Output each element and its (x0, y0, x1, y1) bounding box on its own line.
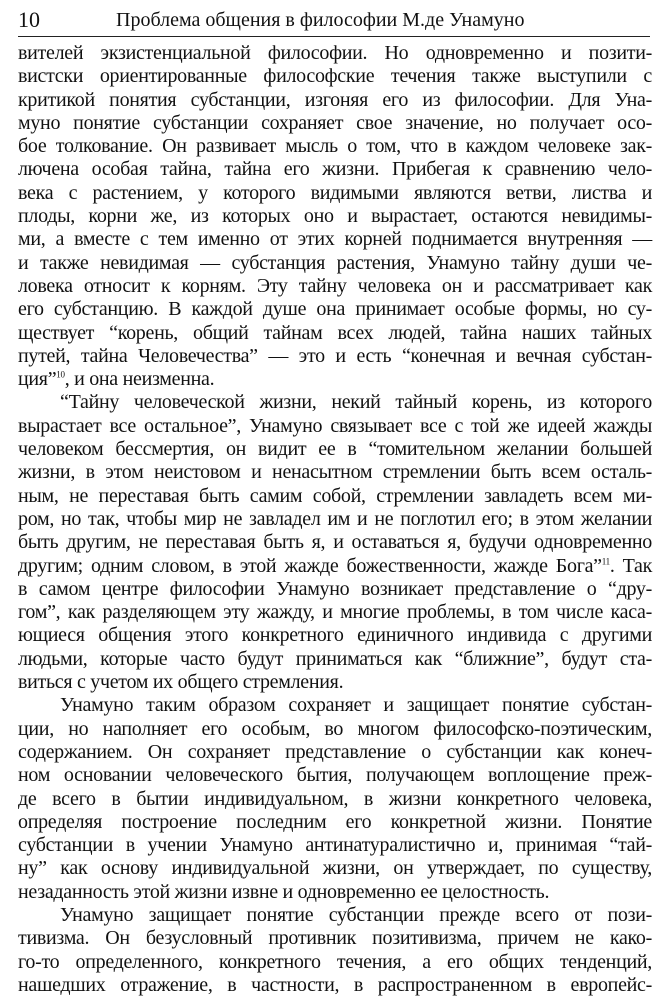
footnote-ref-10: 10 (56, 369, 65, 380)
text-line: го-то определенного, конкретного течения, а его общих тенденций, (18, 950, 652, 973)
text-line: ным, не переставая быть самим собой, стремлении завладеть всем ми- (18, 484, 652, 507)
text-line: определяя построение последним его конкретной жизни. Понятие (18, 810, 652, 833)
text-line: незаданность этой жизни извне и одновременно ее целостность. (18, 880, 550, 903)
text-line: критикой понятия субстанции, изгоняя его из философии. Для Уна- (18, 88, 652, 111)
text-line: людьми, которые часто будут приниматься как “ближние”, будут ста- (18, 647, 652, 670)
text-line: человеком бессмертия, он видит ее в “томительном желании большей (18, 438, 652, 461)
text-line: ществует “корень, общий тайнам всех людей, тайна наших тайных (18, 321, 652, 344)
footnote-ref-11: 11 (601, 555, 610, 566)
text-line: ну” как основу индивидуальной жизни, он утверждает, по существу, (18, 857, 652, 880)
text-line: нашедших отражение, в частности, в распространенном в европейс- (18, 973, 652, 996)
text-line (18, 555, 652, 578)
text-line: ции, но наполняет его особым, во многом философско-поэтическим, (18, 717, 652, 740)
text-line: ном основании человеческого бытия, получающем воплощение преж- (18, 764, 652, 787)
text-line: века с растением, у которого видимыми являются ветви, листва и (18, 181, 652, 204)
text-line: гом”, как разделяющем эту жажду, и многие проблемы, в том числе каса- (18, 601, 652, 624)
text-line: де всего в бытии индивидуальном, в жизни конкретного человека, (18, 787, 652, 810)
line-start: ция” (18, 368, 57, 391)
text-line: путей, тайна Человечества” — это и есть “конечная и вечная субстан- (18, 344, 652, 367)
line-end: , и она неизменна. (64, 368, 215, 391)
line-end: . Так (609, 554, 652, 577)
text-line: Унамуно защищает понятие субстанции прежде всего от пози- (60, 903, 652, 926)
running-header (18, 6, 650, 37)
text-line: плоды, корни же, из которых оно и вырастает, остаются невидимы- (18, 205, 652, 228)
text-line: вителей экзистенциальной философии. Но одновременно и позити- (18, 42, 652, 64)
text-line: ловека относит к корням. Эту тайну человека он и рассматривает как (18, 274, 652, 297)
text-line: и также невидимая — субстанция растения, Унамуно тайну души че- (18, 251, 652, 274)
text-line: лючена особая тайна, тайна его жизни. Прибегая к сравнению чело- (18, 158, 652, 181)
text-line: в самом центре философии Унамуно возникает представление о “дру- (18, 577, 652, 600)
page-number: 10 (18, 7, 40, 32)
text-line: “Тайну человеческой жизни, некий тайный корень, из которого (60, 391, 652, 414)
text-line: быть другим, не переставая быть я, и оставаться я, будучи одновременно (18, 531, 652, 554)
body-text (18, 42, 652, 997)
text-line: ром, но так, чтобы мир не завладел им и не поглотил его; в этом желании (18, 507, 652, 530)
text-line: вырастает все остальное”, Унамуно связывает все с той же идеей жажды (18, 414, 652, 437)
text-line: вистски ориентированные философские течения также выступили с (18, 65, 652, 88)
text-line: ми, а вместе с тем именно от этих корней поднимается внутренняя — (18, 228, 652, 251)
running-title: Проблема общения в философии М.де Унамуно (116, 9, 525, 31)
text-line: бое толкование. Он развивает мысль о том, что в каждом человеке зак- (18, 135, 652, 158)
text-line (18, 368, 652, 391)
text-line: муно понятие субстанции сохраняет свое значение, но получает осо- (18, 111, 652, 134)
line-start: другим; одним словом, в этой жажде божественности, жажде Бога” (18, 554, 602, 577)
text-line: виться с учетом их общего стремления. (18, 671, 344, 694)
text-line: его субстанцию. В каждой душе она принимает особые формы, но су- (18, 298, 652, 321)
text-line: субстанции в учении Унамуно антинатуралистично и, принимая “тай- (18, 834, 652, 857)
text-line: Унамуно таким образом сохраняет и защищает понятие субстан- (60, 694, 652, 717)
text-line: тивизма. Он безусловный противник позитивизма, причем не како- (18, 927, 652, 950)
text-line: содержанием. Он сохраняет представление о субстанции как конеч- (18, 740, 652, 763)
text-line: жизни, в этом неистовом и ненасытном стремлении быть всем осталь- (18, 461, 652, 484)
text-line: ющиеся общения этого конкретного единичного индивида с другими (18, 624, 652, 647)
